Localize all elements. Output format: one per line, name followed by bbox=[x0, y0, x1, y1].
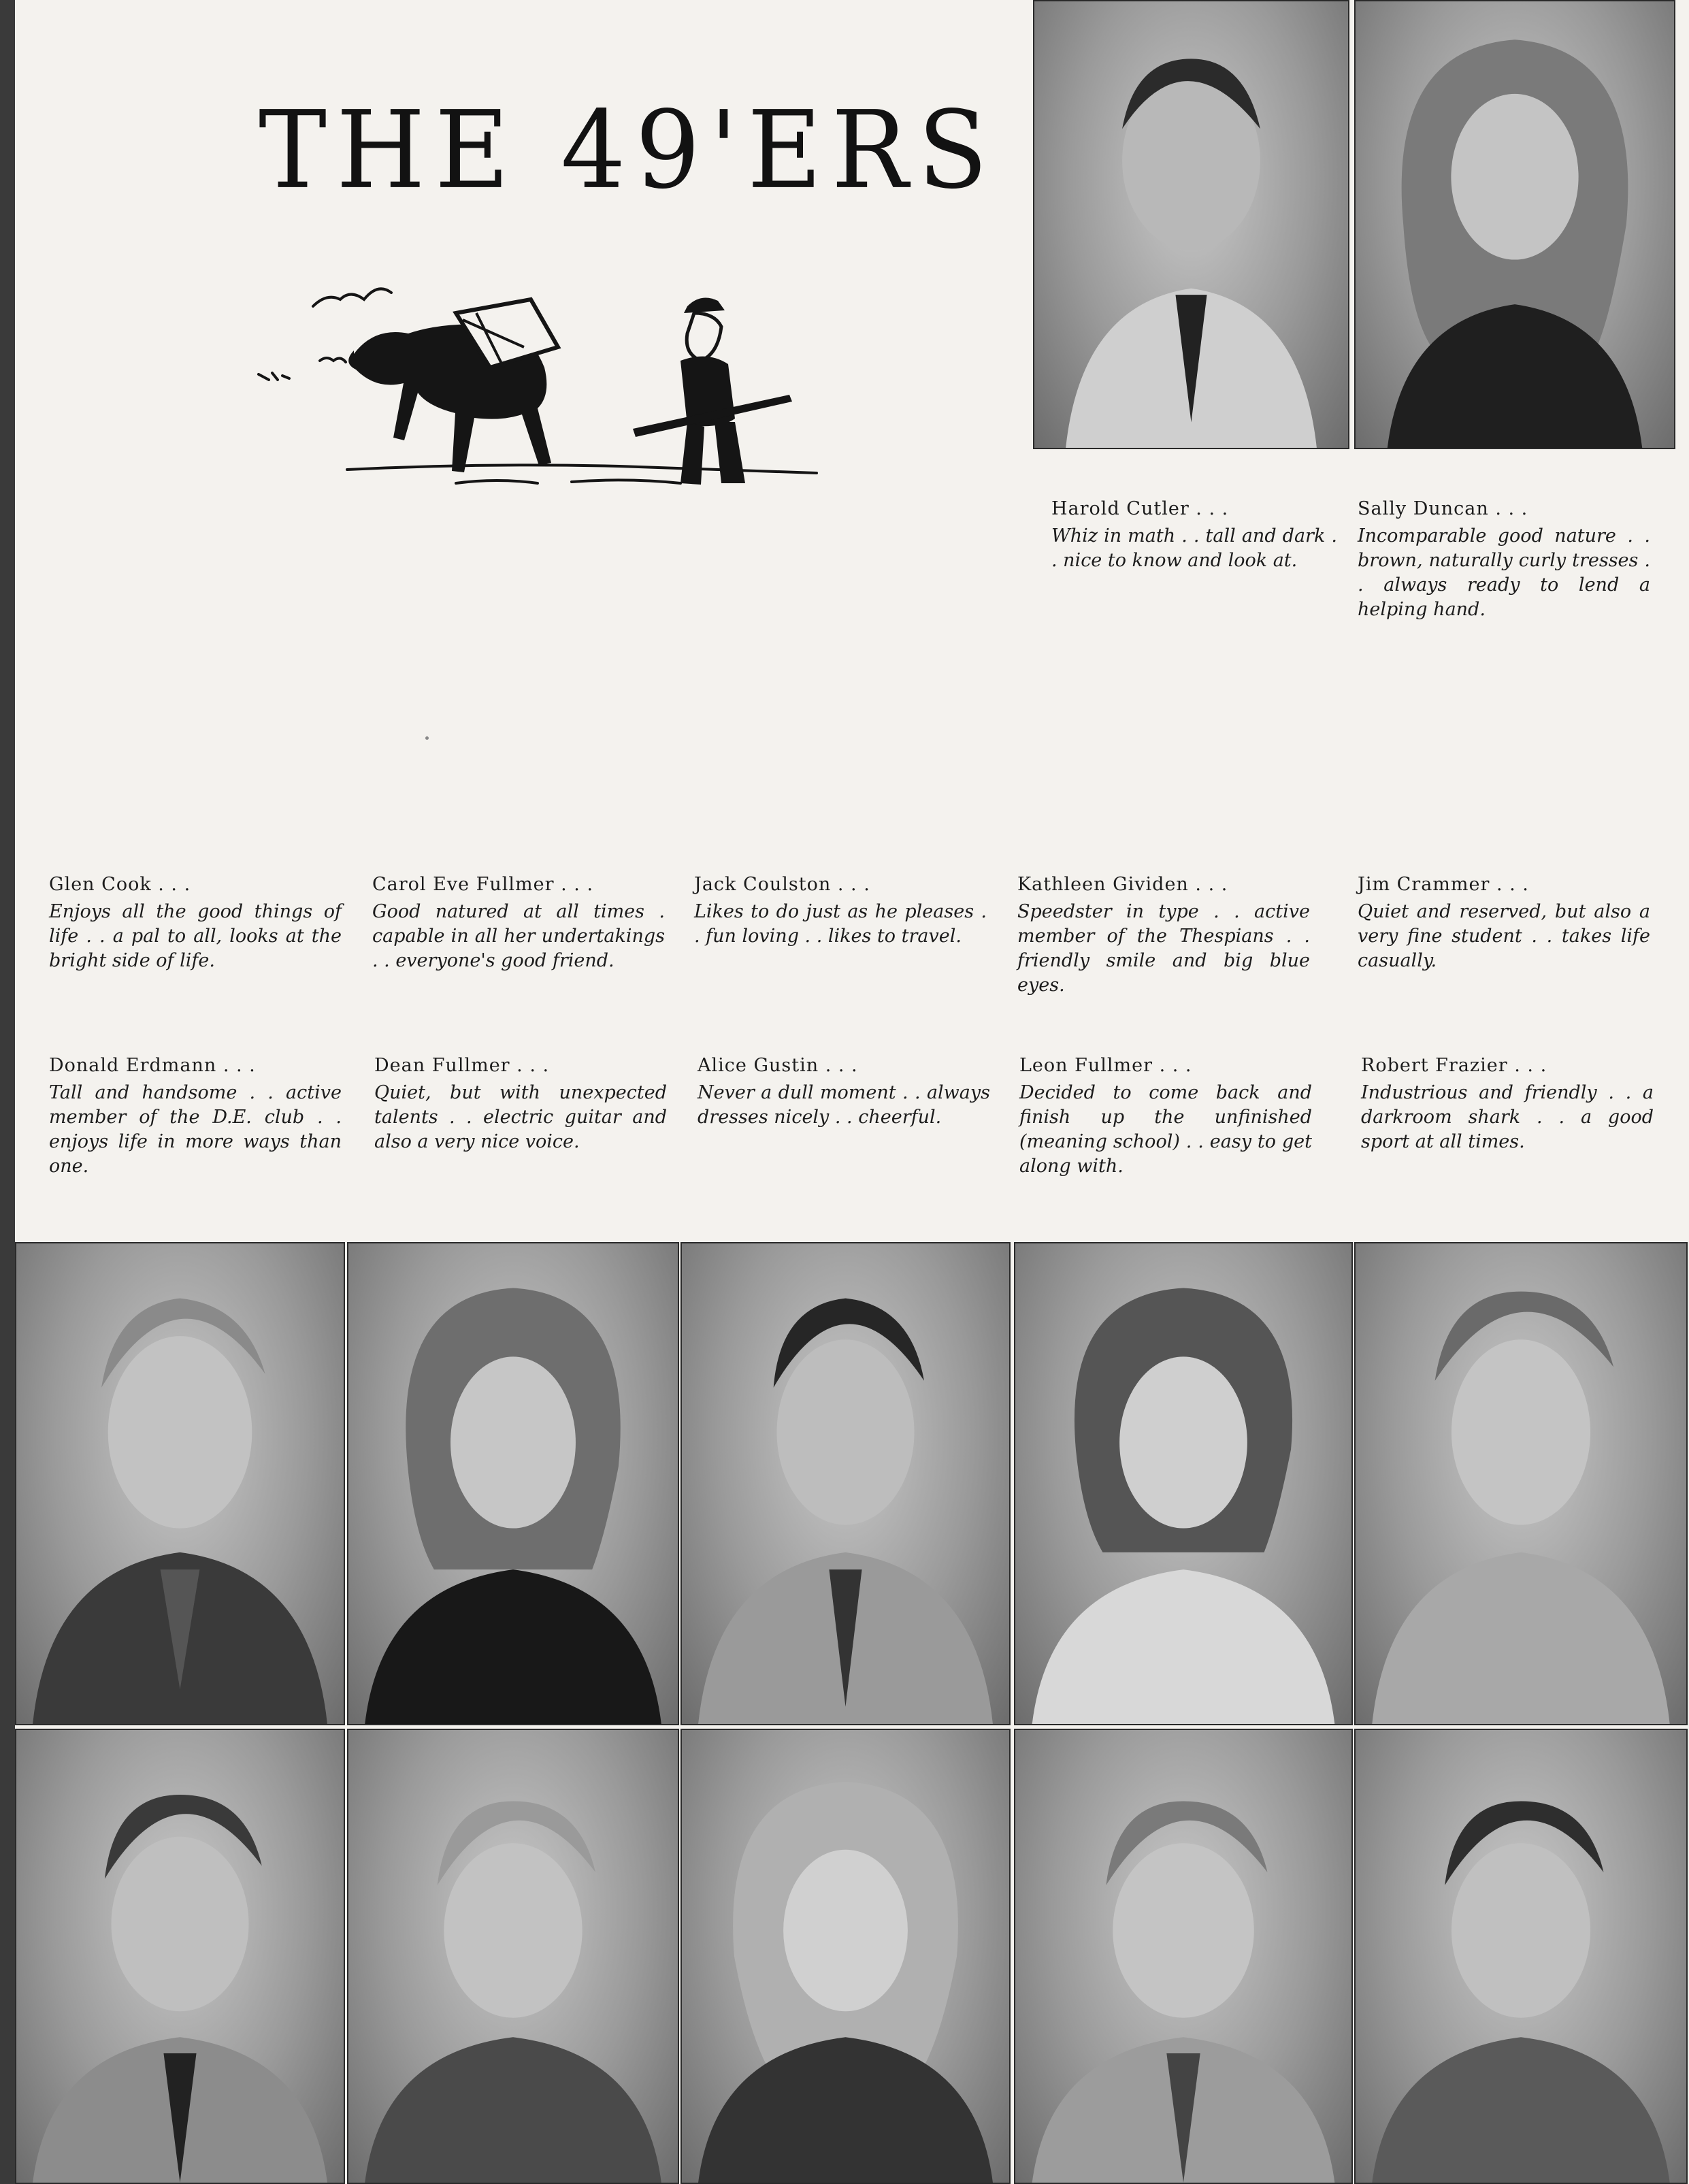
student-name: Sally Duncan . . . bbox=[1358, 498, 1528, 519]
student-description: Industrious and friendly . . a darkroom shark . . a good sport at all times. bbox=[1361, 1082, 1654, 1152]
student-description: Decided to come back and finish up the unfinished (meaning school) . . easy to get along with. bbox=[1019, 1082, 1312, 1177]
caption-glen-cook bbox=[49, 873, 342, 973]
caption-jim-crammer bbox=[1358, 873, 1650, 973]
caption-sally-duncan bbox=[1358, 497, 1650, 622]
student-description: Quiet and reserved, but also a very fine student . . takes life casually. bbox=[1358, 901, 1650, 971]
portrait-dean-fullmer bbox=[347, 1729, 679, 2184]
student-name: Dean Fullmer . . . bbox=[374, 1055, 550, 1076]
description-rest: . capable in all her undertakings . . everyone's good friend. bbox=[372, 901, 665, 971]
caption-leon-fullmer bbox=[1019, 1054, 1312, 1179]
student-description bbox=[372, 900, 665, 973]
page-title: THE 49'ERS bbox=[259, 88, 998, 213]
student-name: Alice Gustin . . . bbox=[698, 1055, 858, 1076]
student-name: Kathleen Gividen . . . bbox=[1017, 874, 1228, 895]
description-prefix: Good natured at all times bbox=[372, 901, 645, 922]
caption-robert-frazier bbox=[1361, 1054, 1654, 1154]
page-binding-edge bbox=[0, 0, 15, 2184]
portrait-glen-cook bbox=[15, 1242, 345, 1725]
student-name: Carol Eve Fullmer . . . bbox=[372, 874, 594, 895]
print-speck bbox=[425, 736, 429, 740]
caption-alice-gustin bbox=[698, 1054, 990, 1130]
student-description: Speedster in type . . active member of the Thespians . . friendly smile and big blue eyes. bbox=[1017, 901, 1310, 996]
student-description: Never a dull moment . . always dresses nicely . . cheerful. bbox=[698, 1082, 990, 1128]
portrait-harold-cutler bbox=[1033, 0, 1349, 449]
student-name: Donald Erdmann . . . bbox=[49, 1055, 256, 1076]
portrait-jim-crammer bbox=[1354, 1242, 1688, 1725]
student-description: Incomparable good nature . . brown, naturally curly tresses . . always ready to lend a helping hand. bbox=[1358, 525, 1650, 620]
caption-jack-coulston bbox=[694, 873, 987, 949]
portrait-donald-erdmann bbox=[15, 1729, 345, 2184]
caption-donald-erdmann bbox=[49, 1054, 342, 1179]
student-description: Quiet, but with unexpected talents . . electric guitar and also a very nice voice. bbox=[374, 1082, 667, 1152]
student-description: Likes to do just as he pleases . . fun loving . . likes to travel. bbox=[694, 901, 987, 947]
caption-carol-eve-fullmer bbox=[372, 873, 665, 973]
caption-harold-cutler bbox=[1051, 497, 1337, 573]
portrait-jack-coulston bbox=[680, 1242, 1011, 1725]
student-name: Harold Cutler . . . bbox=[1051, 498, 1229, 519]
student-description: Tall and handsome . . active member of the D.E. club . . enjoys life in more ways than one. bbox=[49, 1082, 342, 1177]
student-description: Enjoys all the good things of life . . a pal to all, looks at the bright side of life. bbox=[49, 901, 342, 971]
caption-dean-fullmer bbox=[374, 1054, 667, 1154]
student-description: Whiz in math . . tall and dark . . nice to know and look at. bbox=[1051, 525, 1337, 571]
portrait-leon-fullmer bbox=[1014, 1729, 1353, 2184]
portrait-sally-duncan bbox=[1354, 0, 1675, 449]
portrait-robert-frazier bbox=[1354, 1729, 1688, 2184]
student-name: Leon Fullmer . . . bbox=[1019, 1055, 1192, 1076]
prospector-with-burro-drawing bbox=[252, 265, 898, 510]
student-name: Jim Crammer . . . bbox=[1358, 874, 1529, 895]
student-name: Robert Frazier . . . bbox=[1361, 1055, 1547, 1076]
portrait-alice-gustin bbox=[680, 1729, 1011, 2184]
caption-kathleen-gividen bbox=[1017, 873, 1310, 998]
portrait-kathleen-gividen bbox=[1014, 1242, 1353, 1725]
student-name: Jack Coulston . . . bbox=[694, 874, 870, 895]
portrait-carol-eve-fullmer bbox=[347, 1242, 679, 1725]
student-name: Glen Cook . . . bbox=[49, 874, 191, 895]
